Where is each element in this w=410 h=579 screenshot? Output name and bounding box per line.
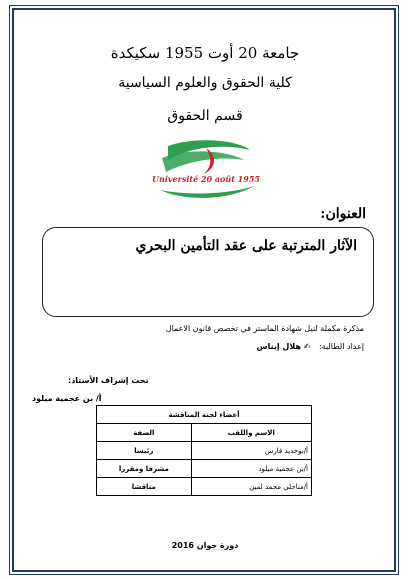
table-header-row bbox=[97, 424, 312, 442]
title-label: العنوان: bbox=[320, 206, 366, 222]
member-role: مناقشا bbox=[97, 478, 192, 496]
table-row bbox=[97, 406, 312, 424]
faculty-name: كلية الحقوق والعلوم السياسية bbox=[118, 75, 292, 91]
committee-heading: أعضاء لجنة المناقشة bbox=[97, 406, 312, 424]
student-name: ✍ هلال إيناس bbox=[256, 342, 311, 351]
session-date: دورة جوان 2016 bbox=[171, 541, 239, 550]
supervisor-name: أ/ بن عجمية ميلود bbox=[32, 394, 102, 403]
university-name: جامعة 20 أوت 1955 سكيكدة bbox=[110, 44, 300, 62]
memo-description: مذكرة مكملة لنيل شهادة الماستر في تخصص قانون الاعمال bbox=[165, 324, 364, 333]
table-row bbox=[97, 460, 312, 478]
title-box bbox=[42, 227, 374, 317]
member-role: مشرفا ومقررا bbox=[97, 460, 192, 478]
member-name: أ/مناجلي محمد لمين bbox=[191, 478, 311, 496]
prepared-label: إعداد الطالبة: bbox=[318, 342, 364, 351]
supervision-label: تحت إشراف الأستاذ: bbox=[68, 376, 149, 385]
table-row bbox=[97, 478, 312, 496]
column-header: الاسم واللقب bbox=[191, 424, 311, 442]
university-logo bbox=[146, 138, 266, 204]
table-row bbox=[97, 442, 312, 460]
committee-table bbox=[96, 405, 312, 496]
column-header: الصفة bbox=[97, 424, 192, 442]
member-name: أ/بن عجمية ميلود bbox=[191, 460, 311, 478]
department-name: قسم الحقوق bbox=[167, 108, 243, 124]
thesis-title: الآثار المترتبة على عقد التأمين البحري bbox=[135, 238, 357, 254]
member-role: رئيسا bbox=[97, 442, 192, 460]
logo-text: Université 20 août 1955 bbox=[152, 174, 260, 184]
member-name: أ/بوحديد فارس bbox=[191, 442, 311, 460]
prepared-by bbox=[257, 342, 364, 351]
